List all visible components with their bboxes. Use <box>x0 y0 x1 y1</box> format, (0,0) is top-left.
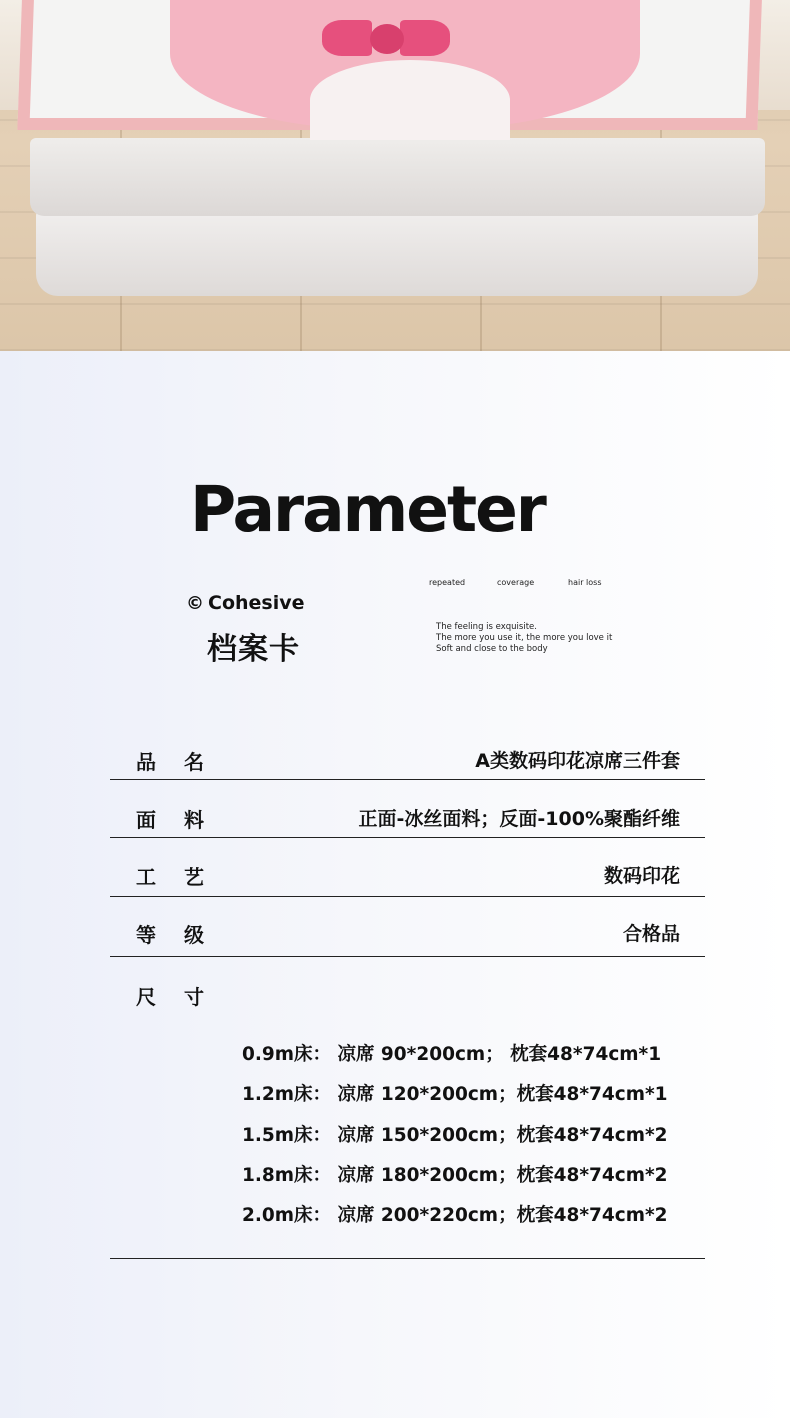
copyright-icon: © <box>186 592 204 614</box>
size-item: 0.9m床： 凉席 90*200cm； 枕套48*74cm*1 <box>242 1044 662 1065</box>
page-title: Parameter <box>190 473 545 546</box>
spec-label: 面料 <box>136 808 232 832</box>
bow-right <box>400 20 450 56</box>
slogan-line: Soft and close to the body <box>436 644 548 654</box>
tag: repeated <box>429 578 466 587</box>
spec-value: 正面-冰丝面料；反面-100%聚酯纤维 <box>358 808 680 830</box>
size-list <box>242 1040 680 1241</box>
mattress-upper <box>30 138 765 216</box>
bow-center <box>370 24 404 54</box>
divider <box>110 779 705 780</box>
size-item: 1.2m床： 凉席 120*200cm；枕套48*74cm*1 <box>242 1084 668 1106</box>
spec-label: 品名 <box>136 750 232 774</box>
size-item: 1.8m床： 凉席 180*200cm；枕套48*74cm*2 <box>242 1164 668 1186</box>
divider <box>110 896 705 897</box>
tag: coverage <box>497 578 535 587</box>
tag: hair loss <box>568 578 602 587</box>
slogan-line: The feeling is exquisite. <box>436 622 537 632</box>
divider <box>110 1258 705 1259</box>
spec-value: 数码印花 <box>603 865 680 887</box>
tag-list <box>429 578 601 587</box>
mattress-lower <box>36 208 758 296</box>
slogan-line: The more you use it, the more you love it <box>436 633 613 643</box>
card-title: 档案卡 <box>207 632 300 667</box>
spec-label: 尺寸 <box>136 985 232 1009</box>
spec-value: A类数码印花凉席三件套 <box>475 750 680 772</box>
bear-belly <box>310 60 510 140</box>
spec-label: 工艺 <box>136 865 232 889</box>
product-photo <box>0 0 790 351</box>
spec-label: 等级 <box>136 923 232 947</box>
bow-left <box>322 20 372 56</box>
slogan <box>436 622 612 655</box>
divider <box>110 956 705 957</box>
size-item: 2.0m床： 凉席 200*220cm；枕套48*74cm*2 <box>242 1205 668 1227</box>
brand-name: Cohesive <box>208 592 305 614</box>
spec-value: 合格品 <box>622 923 680 945</box>
size-item: 1.5m床： 凉席 150*200cm；枕套48*74cm*2 <box>242 1124 668 1146</box>
divider <box>110 837 705 838</box>
brand <box>186 592 305 614</box>
